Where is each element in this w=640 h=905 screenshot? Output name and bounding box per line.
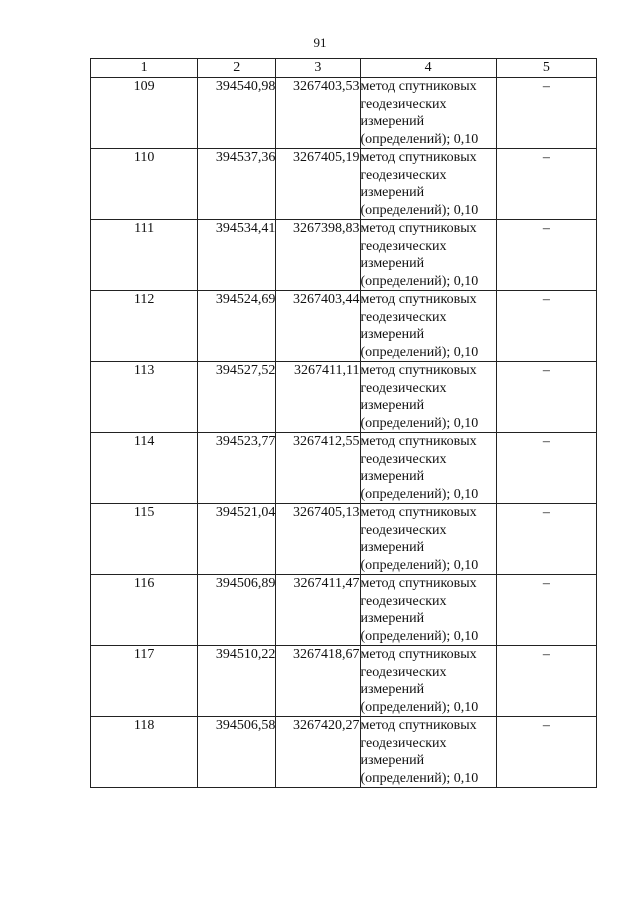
x-coordinate-cell: 394527,52 (198, 362, 276, 433)
method-line: метод спутниковых (360, 79, 477, 94)
coordinates-table (90, 58, 597, 788)
table-row (91, 149, 597, 220)
y-coordinate-cell: 3267411,11 (276, 362, 360, 433)
method-line: измерений (360, 256, 425, 271)
note-cell: – (496, 149, 596, 220)
note-cell: – (496, 646, 596, 717)
page-number: 91 (313, 35, 327, 50)
method-line: геодезических (360, 593, 447, 609)
method-line: (определений); 0,10 (360, 557, 479, 573)
table-header-row (91, 59, 597, 78)
point-number-cell: 110 (91, 149, 198, 220)
method-line: измерений (360, 611, 425, 626)
method-line: измерений (360, 540, 425, 555)
table-row (91, 78, 597, 149)
point-number-cell: 116 (91, 575, 198, 646)
y-coordinate-cell: 3267403,44 (276, 291, 360, 362)
method-cell (360, 220, 496, 291)
table-row (91, 646, 597, 717)
method-line: (определений); 0,10 (360, 628, 479, 644)
x-coordinate-cell: 394506,58 (198, 717, 276, 788)
point-number-cell: 111 (91, 220, 198, 291)
table-row (91, 717, 597, 788)
table-row (91, 433, 597, 504)
point-number-cell: 118 (91, 717, 198, 788)
x-coordinate-cell: 394521,04 (198, 504, 276, 575)
method-line: измерений (360, 114, 425, 129)
method-cell (360, 646, 496, 717)
y-coordinate-cell: 3267418,67 (276, 646, 360, 717)
method-line: метод спутниковых (360, 576, 477, 591)
method-cell (360, 362, 496, 433)
method-cell (360, 291, 496, 362)
y-coordinate-cell: 3267411,47 (276, 575, 360, 646)
y-coordinate-cell: 3267398,83 (276, 220, 360, 291)
method-line: измерений (360, 327, 425, 342)
column-header: 1 (91, 59, 198, 78)
point-number-cell: 115 (91, 504, 198, 575)
note-cell: – (496, 220, 596, 291)
point-number-cell: 113 (91, 362, 198, 433)
method-line: (определений); 0,10 (360, 273, 479, 289)
method-line: (определений); 0,10 (360, 486, 479, 502)
method-line: метод спутниковых (360, 434, 477, 449)
y-coordinate-cell: 3267403,53 (276, 78, 360, 149)
note-cell: – (496, 362, 596, 433)
method-line: метод спутниковых (360, 292, 477, 307)
method-line: геодезических (360, 238, 447, 254)
method-line: метод спутниковых (360, 647, 477, 662)
method-line: метод спутниковых (360, 150, 477, 165)
x-coordinate-cell: 394534,41 (198, 220, 276, 291)
method-line: (определений); 0,10 (360, 415, 479, 431)
method-line: геодезических (360, 664, 447, 680)
column-header: 2 (198, 59, 276, 78)
method-cell (360, 149, 496, 220)
x-coordinate-cell: 394540,98 (198, 78, 276, 149)
table-row (91, 362, 597, 433)
method-line: измерений (360, 753, 425, 768)
method-line: метод спутниковых (360, 221, 477, 236)
x-coordinate-cell: 394506,89 (198, 575, 276, 646)
method-line: (определений); 0,10 (360, 344, 479, 360)
method-cell (360, 575, 496, 646)
method-line: метод спутниковых (360, 505, 477, 520)
method-line: геодезических (360, 380, 447, 396)
method-line: геодезических (360, 167, 447, 183)
note-cell: – (496, 291, 596, 362)
point-number-cell: 117 (91, 646, 198, 717)
method-line: (определений); 0,10 (360, 770, 479, 786)
y-coordinate-cell: 3267405,19 (276, 149, 360, 220)
method-line: геодезических (360, 309, 447, 325)
method-line: измерений (360, 469, 425, 484)
note-cell: – (496, 433, 596, 504)
method-cell (360, 504, 496, 575)
x-coordinate-cell: 394523,77 (198, 433, 276, 504)
x-coordinate-cell: 394524,69 (198, 291, 276, 362)
column-header: 4 (360, 59, 496, 78)
method-line: измерений (360, 185, 425, 200)
method-cell (360, 78, 496, 149)
table-body (91, 78, 597, 788)
method-line: геодезических (360, 735, 447, 751)
method-line: метод спутниковых (360, 363, 477, 378)
method-line: (определений); 0,10 (360, 131, 479, 147)
method-cell (360, 717, 496, 788)
note-cell: – (496, 575, 596, 646)
method-line: измерений (360, 398, 425, 413)
method-line: метод спутниковых (360, 718, 477, 733)
note-cell: – (496, 717, 596, 788)
method-line: измерений (360, 682, 425, 697)
y-coordinate-cell: 3267405,13 (276, 504, 360, 575)
x-coordinate-cell: 394537,36 (198, 149, 276, 220)
table-row (91, 504, 597, 575)
y-coordinate-cell: 3267420,27 (276, 717, 360, 788)
note-cell: – (496, 78, 596, 149)
x-coordinate-cell: 394510,22 (198, 646, 276, 717)
column-header: 3 (276, 59, 360, 78)
table-row (91, 220, 597, 291)
point-number-cell: 109 (91, 78, 198, 149)
column-header: 5 (496, 59, 596, 78)
table-row (91, 575, 597, 646)
table-row (91, 291, 597, 362)
method-line: (определений); 0,10 (360, 699, 479, 715)
point-number-cell: 112 (91, 291, 198, 362)
note-cell: – (496, 504, 596, 575)
point-number-cell: 114 (91, 433, 198, 504)
y-coordinate-cell: 3267412,55 (276, 433, 360, 504)
method-line: (определений); 0,10 (360, 202, 479, 218)
method-cell (360, 433, 496, 504)
method-line: геодезических (360, 96, 447, 112)
method-line: геодезических (360, 451, 447, 467)
method-line: геодезических (360, 522, 447, 538)
